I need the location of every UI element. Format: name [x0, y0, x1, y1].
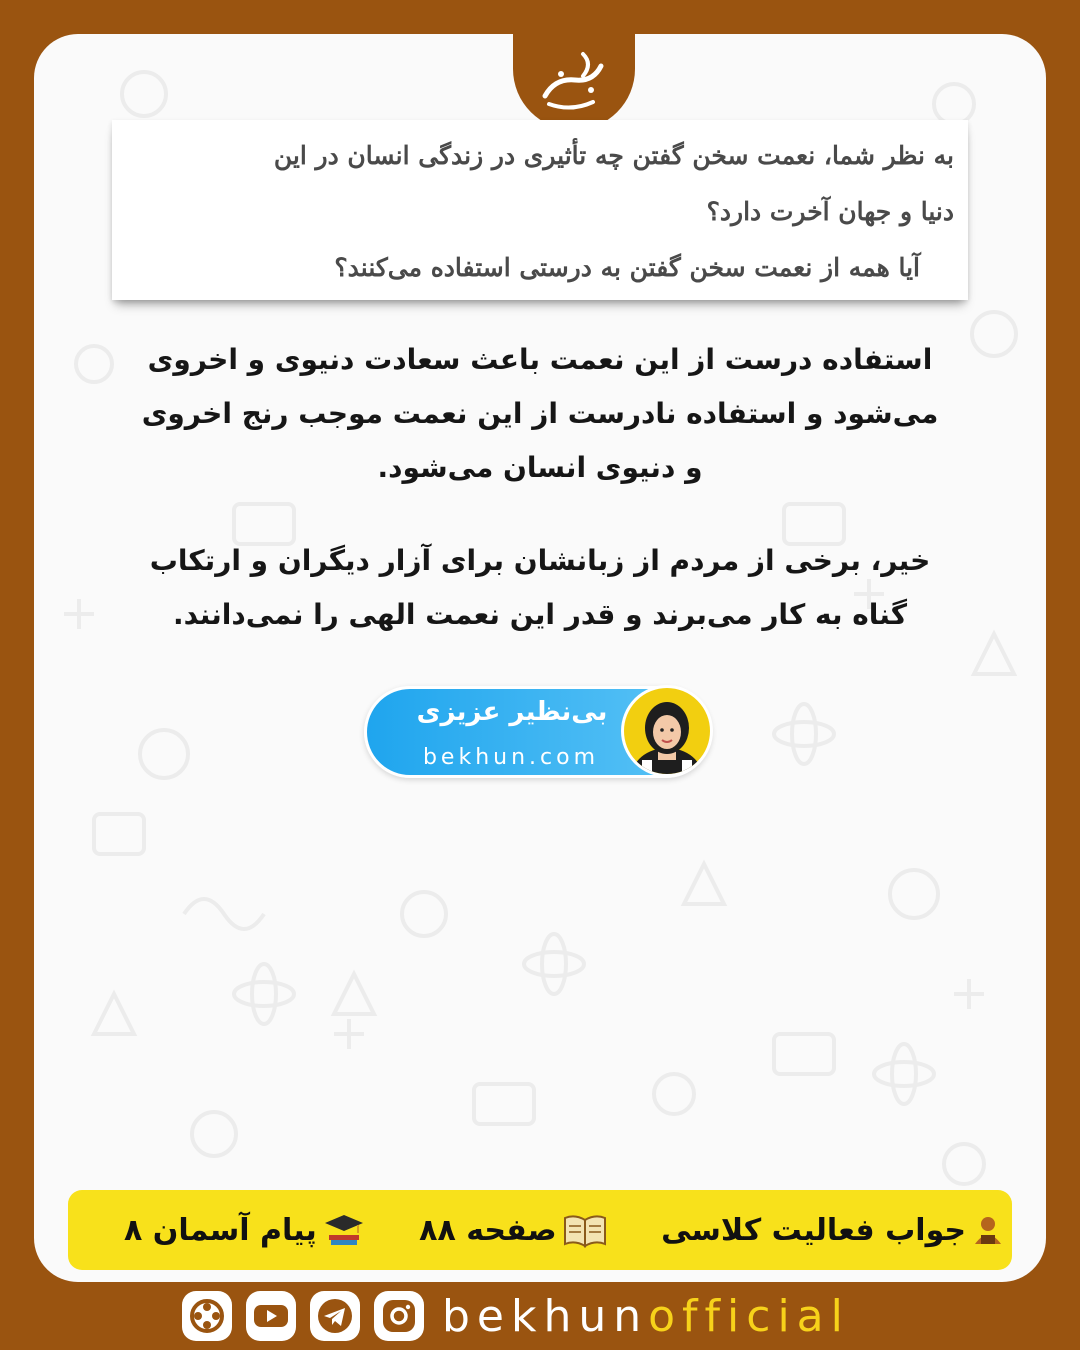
answer-1-line-1: استفاده درست از این نعمت باعث سعادت دنیوی و اخروی: [147, 343, 933, 376]
info-book: [124, 1213, 365, 1248]
social-row: [182, 1288, 902, 1344]
activity-label: جواب فعالیت کلاسی: [661, 1212, 966, 1248]
social-handle[interactable]: [442, 1291, 850, 1342]
teacher-icon: [972, 1214, 1004, 1246]
answer-2-line-1: خیر، برخی از مردم از زبانشان برای آزار دیگران و ارتکاب: [149, 544, 931, 577]
handle-part-1: bekhun: [442, 1290, 649, 1342]
question-box: [112, 120, 968, 300]
answer-paragraph-2: [100, 534, 980, 642]
info-activity: [661, 1213, 1004, 1248]
author-name: بی‌نظیر عزیزی: [416, 697, 608, 727]
author-badge[interactable]: [364, 686, 712, 778]
answer-paragraph-1: [100, 333, 980, 495]
aparat-icon[interactable]: [182, 1291, 232, 1341]
info-bar: [68, 1190, 1012, 1270]
info-page: [419, 1212, 606, 1248]
page-label: صفحه ۸۸: [419, 1212, 557, 1248]
answer-1-line-2: می‌شود و استفاده نادرست از این نعمت موجب رنج اخروی: [141, 397, 939, 430]
teacher-avatar: [621, 685, 713, 777]
author-site[interactable]: bekhun.com: [422, 745, 600, 770]
graduation-cap-icon: [323, 1213, 365, 1247]
bekhun-logo-icon: [531, 46, 617, 118]
instagram-icon[interactable]: [374, 1291, 424, 1341]
book-label: پیام آسمان ۸: [124, 1212, 317, 1248]
question-line-1: به نظر شما، نعمت سخن گفتن چه تأثیری در زندگی انسان در این: [273, 141, 954, 170]
handle-part-2: official: [648, 1290, 850, 1342]
question-line-2: دنیا و جهان آخرت دارد؟: [706, 197, 954, 226]
youtube-icon[interactable]: [246, 1291, 296, 1341]
answer-2-line-2: گناه به کار می‌برند و قدر این نعمت الهی را نمی‌دانند.: [173, 598, 907, 631]
answer-1-line-3: و دنیوی انسان می‌شود.: [377, 451, 703, 484]
telegram-icon[interactable]: [310, 1291, 360, 1341]
open-book-icon: [563, 1212, 607, 1248]
question-line-3: آیا همه از نعمت سخن گفتن به درستی استفاده می‌کنند؟: [334, 253, 920, 282]
logo-badge: [513, 34, 635, 130]
